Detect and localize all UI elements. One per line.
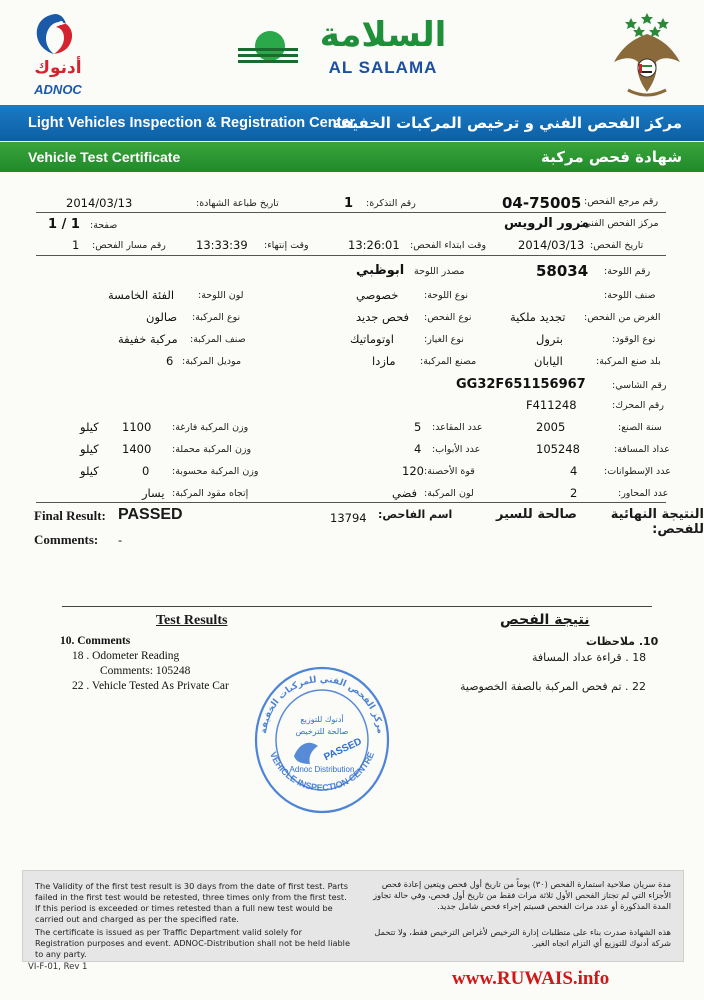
end-time-value: 13:33:39 [196, 238, 248, 252]
origin-value: اليابان [534, 354, 563, 368]
loaded-weight-unit: كيلو [80, 442, 99, 456]
page-value: 1 / 1 [48, 217, 80, 232]
cylinders-label: عدد الإسطوانات: [604, 466, 671, 477]
adnoc-logo [18, 12, 98, 102]
row-divider [36, 212, 666, 213]
stamp-ring-en: VEHICLE INSPECTION CENTRE [267, 750, 377, 793]
plate-no-label: رقم اللوحة: [604, 266, 651, 277]
test-date-value: 2014/03/13 [518, 238, 585, 252]
test-result-line: Comments: 105248 [100, 665, 191, 677]
hp-value: 120 [402, 464, 424, 478]
cylinders-value: 4 [570, 464, 578, 478]
doors-value: 4 [414, 442, 422, 456]
purpose-label: الغرض من الفحص: [584, 312, 661, 323]
validity-notice-ar: مدة سريان صلاحية استمارة الفحص (٣٠) يوماً من تاريخ أول فحص ويتعين إعادة فحص الأجزاء التي لم تجتاز الفحص الأول ثلاثة مرات فقط من تاريخ أول فحص، وفي حالة تجاوز المدة المذكورة أو عدد مرات الفحص فسيتم إجراء فحص شامل جديد. [373, 879, 671, 911]
uae-emblem [606, 10, 688, 100]
section-divider [62, 606, 652, 607]
print-date-value: 2014/03/13 [66, 196, 133, 210]
ticket-label: رقم التذكرة: [366, 198, 416, 209]
plate-color-label: لون اللوحة: [198, 290, 244, 301]
falcon-icon [30, 12, 80, 56]
liability-notice-ar: هذه الشهادة صدرت بناء على متطلبات إدارة الترخيص لأغراض الترخيص فقط، ولا تتحمل شركة أدنوك للتوزيع أي التزام اتجاه الغير. [374, 927, 671, 948]
chassis-value: GG32F651156967 [456, 377, 586, 392]
vehicle-class-label: صنف المركبة: [190, 334, 246, 345]
chassis-label: رقم الشاسي: [612, 380, 667, 391]
plate-category-label: صنف اللوحة: [604, 290, 656, 301]
fuel-value: بترول [536, 332, 563, 346]
row-divider [36, 255, 666, 256]
final-result-ar-value: صالحة للسير [496, 507, 577, 522]
axles-label: عدد المحاور: [618, 488, 669, 499]
eagle-emblem-icon [606, 10, 688, 100]
plate-type-label: نوع اللوحة: [424, 290, 468, 301]
color-value: فضي [392, 486, 418, 500]
vehicle-type-value: صالون [146, 310, 178, 324]
engine-label: رقم المحرك: [612, 400, 664, 411]
certificate-title-ar: شهادة فحص مركبة [541, 148, 682, 166]
vehicle-class-value: مركبة خفيفة [118, 332, 178, 346]
final-result-ar-label: النتيجة النهائية للفحص: [610, 507, 704, 537]
inspector-number: 13794 [330, 511, 367, 525]
stamp-dist-en: Adnoc Distribution [289, 765, 355, 774]
gear-label: نوع الغيار: [424, 334, 464, 345]
stamp-seal-icon [250, 660, 395, 815]
test-result-line-ar: 18 . قراءة عداد المسافة [532, 651, 647, 664]
empty-weight-label: وزن المركبة فارغة: [172, 422, 249, 433]
certificate-header-bar [0, 142, 704, 172]
plate-color-value: الفئة الخامسة [108, 288, 175, 302]
test-result-line: 10. Comments [60, 635, 131, 647]
inspector-label: اسم الفاحص: [378, 508, 453, 521]
center-label: مركز الفحص الفني: [580, 218, 659, 229]
adnoc-logo-arabic: أدنوك [34, 58, 82, 78]
fuel-label: نوع الوقود: [612, 334, 656, 345]
model-value: 6 [166, 354, 174, 368]
comments-value: - [118, 533, 123, 547]
gear-value: اوتوماتيك [350, 332, 394, 346]
loaded-weight-label: وزن المركبة محملة: [172, 444, 252, 455]
origin-label: بلد صنع المركبة: [596, 356, 661, 367]
ref-value: 04-75005 [502, 194, 582, 212]
test-result-line: 18 . Odometer Reading [72, 650, 180, 662]
axles-value: 2 [570, 486, 578, 500]
lane-label: رقم مسار الفحص: [92, 240, 166, 251]
alsalama-logo [238, 14, 468, 84]
test-result-line: 22 . Vehicle Tested As Private Car [72, 680, 229, 692]
test-result-line-ar: 10. ملاحظات [586, 635, 659, 648]
validity-notice-en: The Validity of the first test result is 30 days from the date of first test. Parts failed in the first test would be retested, three times only from the first test. If this period is exceeded or times retested than a full new test would be carried out and charged as per the specified rate. [35, 881, 349, 924]
start-time-label: وقت ابتداء الفحص: [410, 240, 487, 251]
test-type-label: نوع الفحص: [424, 312, 472, 323]
model-label: موديل المركبة: [182, 356, 242, 367]
seats-value: 5 [414, 420, 422, 434]
final-result-value: PASSED [118, 506, 183, 523]
maker-label: مصنع المركبة: [420, 356, 477, 367]
center-title-ar: مركز الفحص الفني و ترخيص المركبات الخفيفة [332, 114, 682, 132]
center-title-en: Light Vehicles Inspection & Registration Center [28, 115, 356, 131]
seats-label: عدد المقاعد: [432, 422, 483, 433]
final-result-label: Final Result: [34, 508, 106, 523]
stamp-passed-en: PASSED [322, 736, 364, 764]
adnoc-logo-english: ADNOC [34, 82, 82, 97]
steering-value: يسار [142, 486, 165, 500]
lane-value: 1 [72, 238, 80, 252]
comments-label: Comments: [34, 532, 99, 547]
odometer-label: عداد المسافة: [614, 444, 670, 455]
purpose-value: تجديد ملكية [510, 310, 566, 324]
stamp-inner-ar: أدنوك للتوزيع [300, 715, 344, 724]
inspection-stamp [250, 660, 395, 815]
maker-value: مازدا [372, 354, 396, 368]
validity-notice-box [22, 870, 684, 962]
ticket-value: 1 [344, 196, 354, 211]
stamp-passed-ar: صالحة للترخيص [295, 727, 349, 736]
center-value: مرور الرويس [504, 216, 589, 231]
engine-value: F411248 [526, 398, 577, 412]
stamp-ring-ar: مركز الفحص الفني للمركبات الخفيفة [259, 674, 385, 735]
empty-weight-value: 1100 [122, 420, 152, 434]
start-time-value: 13:26:01 [348, 238, 400, 252]
doors-label: عدد الأبواب: [432, 444, 481, 455]
hp-label: قوة الأحصنة: [424, 466, 475, 477]
test-type-value: فحص جديد [356, 310, 410, 324]
print-date-label: تاريخ طباعة الشهادة: [196, 198, 279, 209]
odometer-value: 105248 [536, 442, 580, 456]
loaded-weight-value: 1400 [122, 442, 152, 456]
color-label: لون المركبة: [424, 488, 474, 499]
certificate-title-en: Vehicle Test Certificate [28, 149, 181, 165]
vehicle-type-label: نوع المركبة: [192, 312, 241, 323]
year-value: 2005 [536, 420, 566, 434]
form-code: VI-F-01, Rev 1 [28, 962, 88, 972]
end-time-label: وقت إنتهاء: [264, 240, 309, 251]
alsalama-logo-arabic: السلامة [319, 15, 447, 55]
test-results-title-ar: نتيجة الفحص [500, 612, 590, 628]
steering-label: إتجاه مقود المركبة: [172, 488, 249, 499]
year-label: سنة الصنع: [618, 422, 662, 433]
ref-label: رقم مرجع الفحص: [584, 196, 659, 207]
plate-source-value: ابوظبي [356, 263, 405, 278]
test-results-title-en: Test Results [156, 613, 228, 628]
towed-weight-unit: كيلو [80, 464, 99, 478]
center-header-bar [0, 105, 704, 143]
page-label: صفحة: [90, 220, 118, 231]
liability-notice-en: The certificate is issued as per Traffic Department valid solely for Registration purposes and event. ADNOC-Distribution shall not be held liable to any party. [35, 927, 350, 959]
row-divider [36, 502, 666, 503]
plate-type-value: خصوصي [356, 288, 399, 302]
plate-source-label: مصدر اللوحة [414, 266, 465, 277]
towed-weight-value: 0 [142, 464, 150, 478]
test-result-line-ar: 22 . تم فحص المركبة بالصفة الخصوصية [460, 680, 647, 693]
towed-weight-label: وزن المركبة محسوبة: [172, 466, 259, 477]
road-stripes-icon [238, 28, 298, 68]
plate-no-value: 58034 [536, 262, 589, 280]
test-date-label: تاريخ الفحص: [590, 240, 644, 251]
alsalama-logo-english: AL SALAMA [328, 58, 438, 77]
watermark-url: www.RUWAIS.info [452, 968, 610, 989]
empty-weight-unit: كيلو [80, 420, 99, 434]
